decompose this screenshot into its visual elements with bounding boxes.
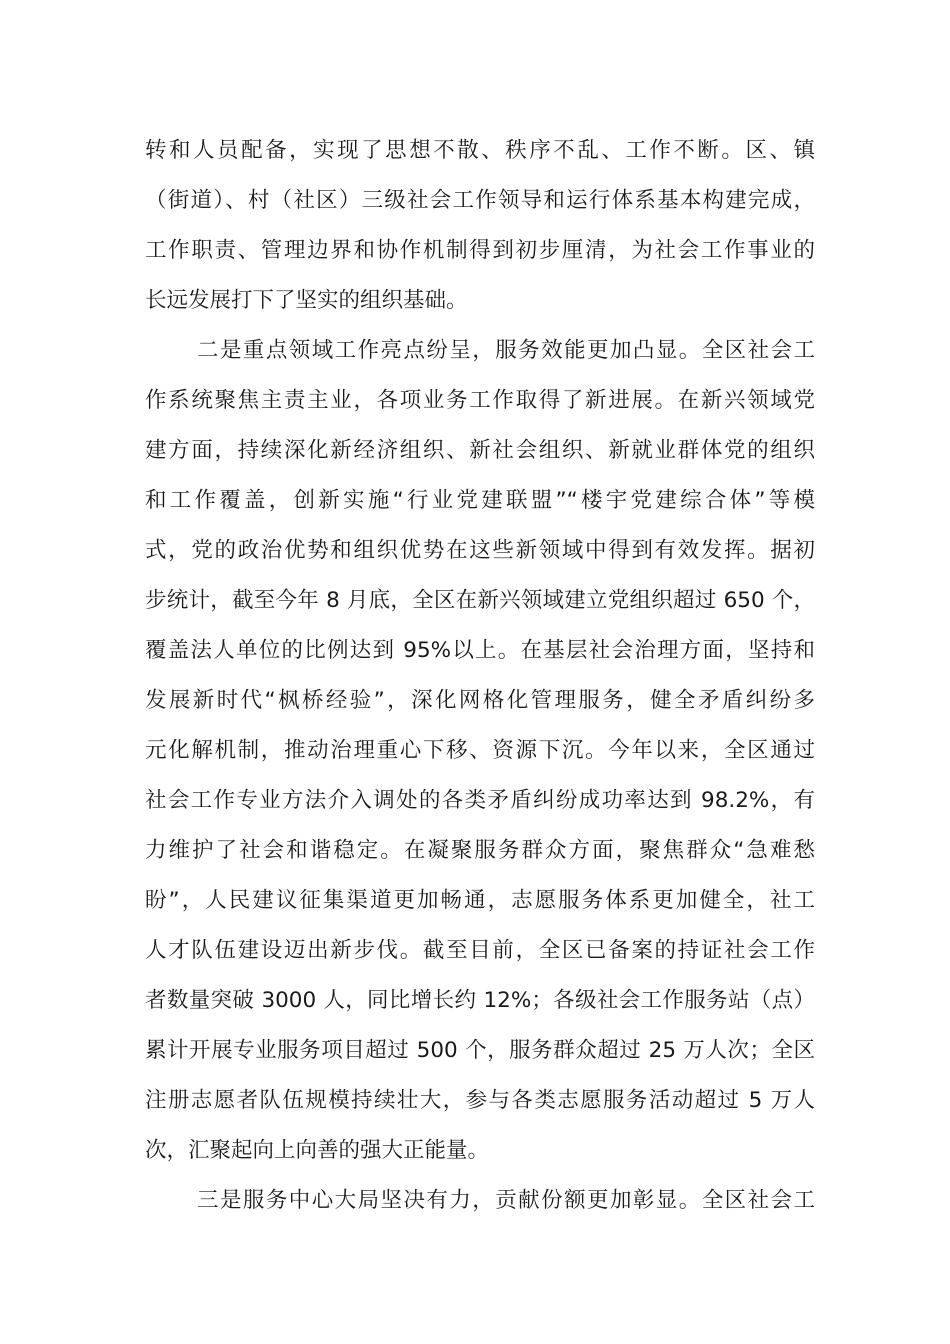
paragraph-first-line: 三是服务中心大局坚决有力，贡献份额更加彰显。全区社会工: [197, 1188, 815, 1213]
paragraph-first-line: 二是重点领域工作亮点纷呈，服务效能更加凸显。全区社会工: [197, 338, 815, 363]
text-line: 累计开展专业服务项目超过 500 个，服务群众超过 25 万人次；全区: [145, 1038, 815, 1063]
text-line: 转和人员配备，实现了思想不散、秩序不乱、工作不断。区、镇: [145, 138, 815, 163]
text-line: 发展新时代“枫桥经验”，深化网格化管理服务，健全矛盾纠纷多: [145, 688, 815, 713]
text-line: 人才队伍建设迈出新步伐。截至目前，全区已备案的持证社会工作: [145, 938, 815, 963]
text-line: 者数量突破 3000 人，同比增长约 12%；各级社会工作服务站（点）: [145, 988, 815, 1013]
text-line: 工作职责、管理边界和协作机制得到初步厘清，为社会工作事业的: [145, 238, 815, 263]
text-line: 长远发展打下了坚实的组织基础。: [145, 288, 468, 313]
text-line: 次，汇聚起向上向善的强大正能量。: [145, 1138, 490, 1163]
text-line: 元化解机制，推动治理重心下移、资源下沉。今年以来，全区通过: [145, 738, 815, 763]
text-line: 建方面，持续深化新经济组织、新社会组织、新就业群体党的组织: [145, 438, 815, 463]
text-line: 注册志愿者队伍规模持续壮大，参与各类志愿服务活动超过 5 万人: [145, 1088, 815, 1113]
text-line: 和工作覆盖，创新实施“行业党建联盟”“楼宇党建综合体”等模: [145, 488, 815, 513]
text-line: 盼”，人民建议征集渠道更加畅通，志愿服务体系更加健全，社工: [145, 888, 815, 913]
text-line: 社会工作专业方法介入调处的各类矛盾纠纷成功率达到 98.2%，有: [145, 788, 815, 813]
text-line: 覆盖法人单位的比例达到 95%以上。在基层社会治理方面，坚持和: [145, 638, 815, 663]
text-line: 式，党的政治优势和组织优势在这些新领域中得到有效发挥。据初: [145, 538, 815, 563]
text-line: （街道）、村（社区）三级社会工作领导和运行体系基本构建完成，: [145, 188, 815, 213]
text-line: 步统计，截至今年 8 月底，全区在新兴领域建立党组织超过 650 个，: [145, 588, 815, 613]
text-line: 力维护了社会和谐稳定。在凝聚服务群众方面，聚焦群众“急难愁: [145, 838, 815, 863]
text-line: 作系统聚焦主责主业，各项业务工作取得了新进展。在新兴领域党: [145, 388, 815, 413]
